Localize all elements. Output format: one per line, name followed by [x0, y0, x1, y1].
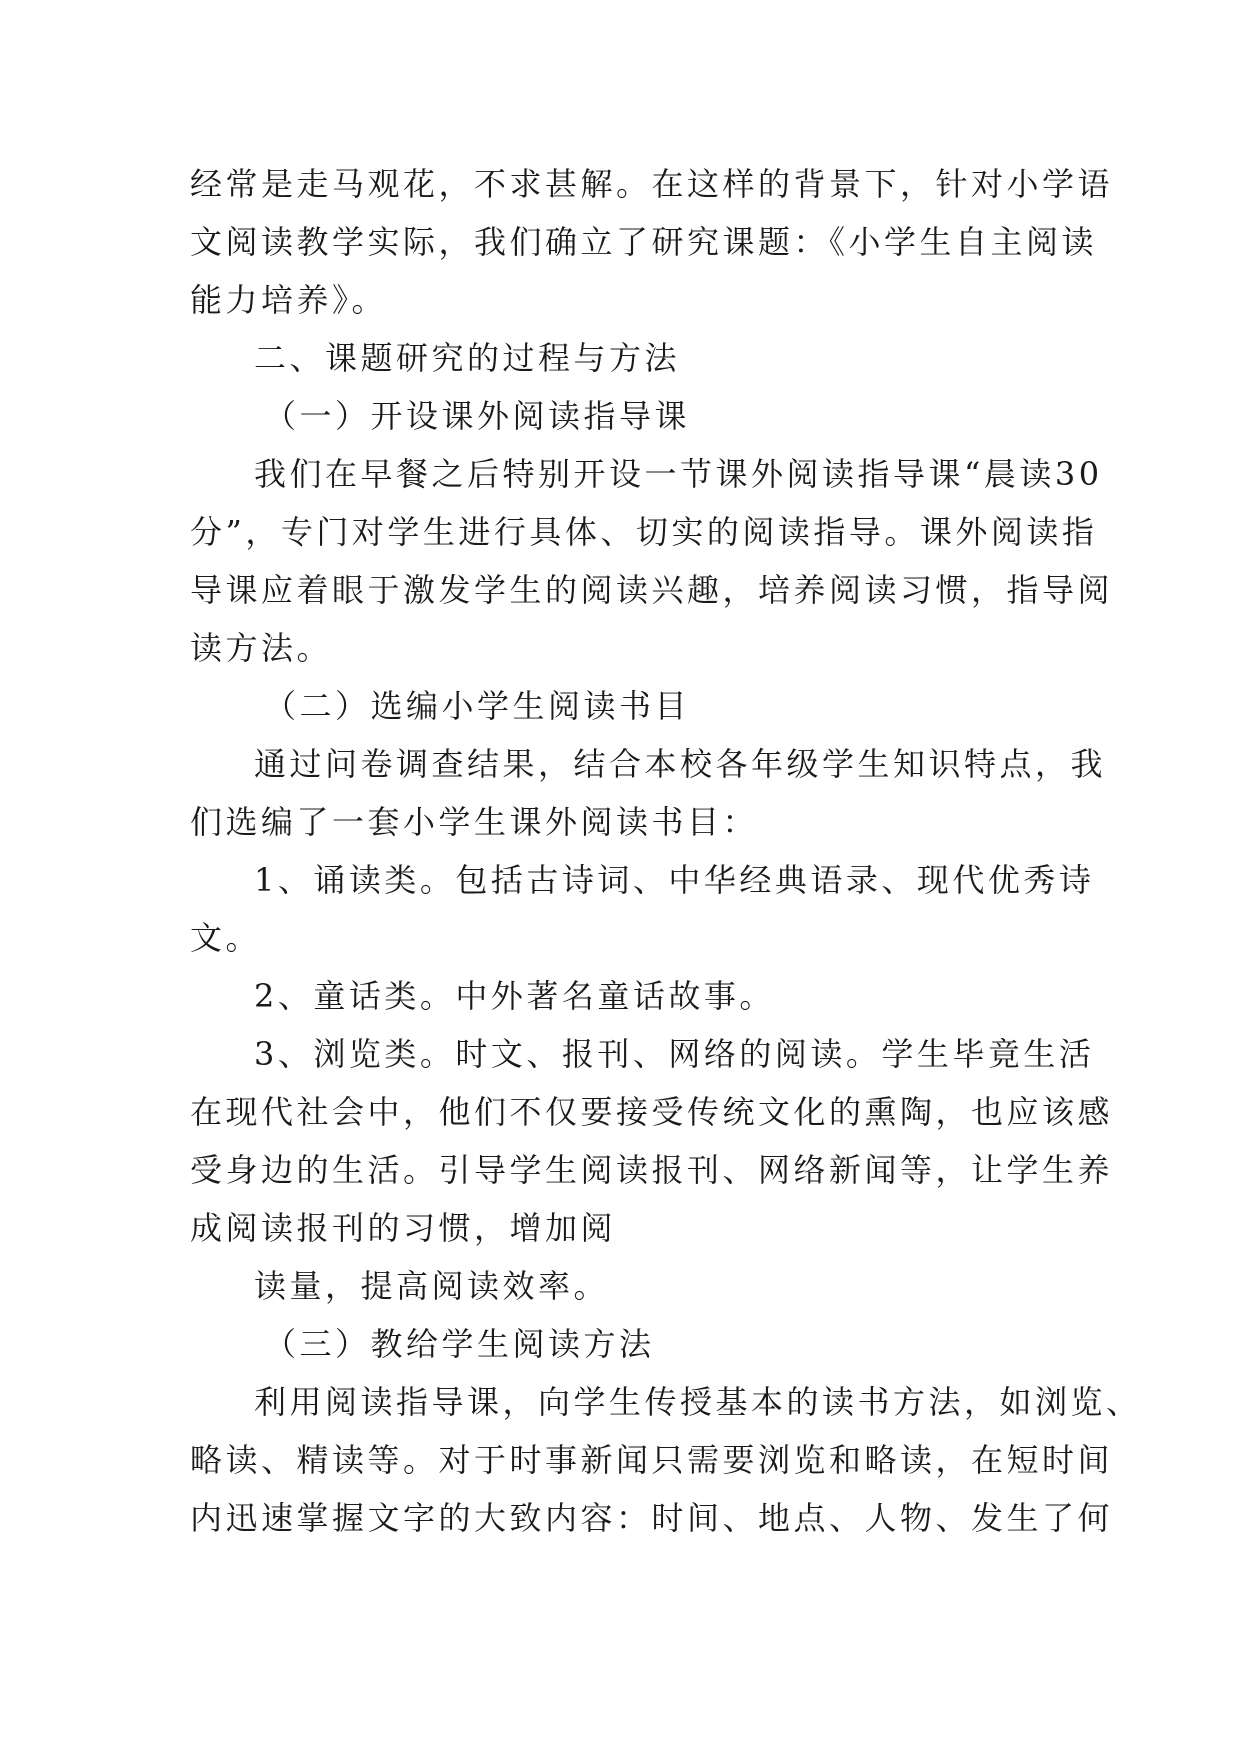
text-line: 1、诵读类。包括古诗词、中华经典语录、现代优秀诗 [254, 861, 1095, 899]
text-line: 通过问卷调查结果，结合本校各年级学生知识特点，我 [254, 745, 1107, 783]
text-line: 在现代社会中，他们不仅要接受传统文化的熏陶，也应该感 [190, 1093, 1114, 1131]
text-line: 读量，提高阅读效率。 [254, 1267, 610, 1305]
text-line: 2、童话类。中外著名童话故事。 [254, 977, 775, 1015]
text-line: 3、浏览类。时文、报刊、网络的阅读。学生毕竟生活 [254, 1035, 1095, 1073]
text-line: 读方法。 [190, 629, 333, 667]
text-line: 利用阅读指导课，向学生传授基本的读书方法，如浏览、 [254, 1383, 1142, 1421]
text-line: （三）教给学生阅读方法 [264, 1325, 655, 1363]
text-line: 我们在早餐之后特别开设一节课外阅读指导课“晨读30 [254, 455, 1103, 493]
text-line: 导课应着眼于激发学生的阅读兴趣，培养阅读习惯，指导阅 [190, 571, 1114, 609]
text-line: 分”，专门对学生进行具体、切实的阅读指导。课外阅读指 [190, 513, 1098, 551]
text-line: 经常是走马观花，不求甚解。在这样的背景下，针对小学语 [190, 165, 1114, 203]
text-line: 受身边的生活。引导学生阅读报刊、网络新闻等，让学生养 [190, 1151, 1114, 1189]
document-body [190, 155, 1142, 1547]
text-line: 略读、精读等。对于时事新闻只需要浏览和略读，在短时间 [190, 1441, 1114, 1479]
text-line: 内迅速掌握文字的大致内容：时间、地点、人物、发生了何 [190, 1499, 1114, 1537]
text-line: 们选编了一套小学生课外阅读书目： [190, 803, 759, 841]
text-line: 文。 [190, 919, 262, 957]
text-line: 二、课题研究的过程与方法 [254, 339, 681, 377]
text-line: （二）选编小学生阅读书目 [264, 687, 691, 725]
text-line: 成阅读报刊的习惯，增加阅 [190, 1209, 617, 1247]
text-line: 能力培养》。 [190, 281, 388, 319]
text-line: 文阅读教学实际，我们确立了研究课题：《小学生自主阅读 [190, 223, 1098, 261]
text-line: （一）开设课外阅读指导课 [264, 397, 691, 435]
